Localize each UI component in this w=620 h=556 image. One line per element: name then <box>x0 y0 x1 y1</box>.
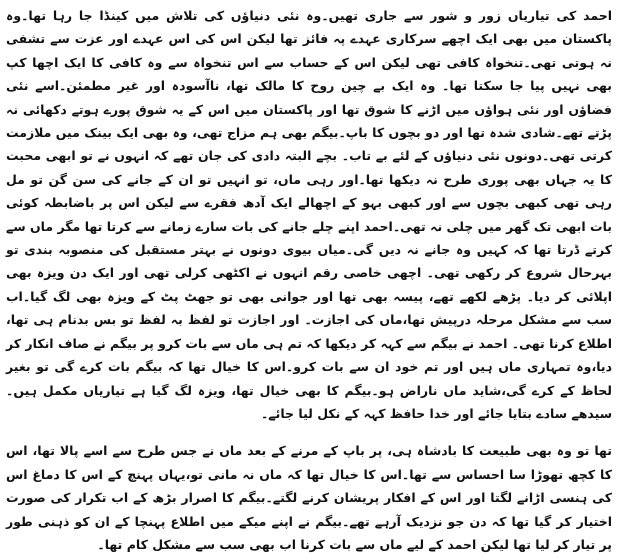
paragraph-1: احمد کی تیاریاں زور و شور سے جاری تھیں۔وہ نئی دنیاؤں کی تلاش میں کینڈا جا رہا تھا۔وہ پاکستان میں بھی ایک اچھے سرکاری عہدے پہ فائز تھا لیکن اس کی اس عہدے اور عزت سے تشفی نہ ہوتی تھی۔تنخواہ کافی تھی لیکن اس کے حساب سے اس تنخواہ سے وہ کافی کا ایک اچھا کپ بھی نہیں پیا جا سکتا تھا۔ وہ ایک بے چین روح کا مالک تھا، ناآسودہ اور غیر مطمئن۔اسے نئی فضاؤں اور نئی ہواؤں میں اڑنے کا شوق تھا اور پاکستان میں اس کے یہ شوق پورے ہوتے دکھائی نہ پڑتے تھے۔شادی شدہ تھا اور دو بچوں کا باپ۔بیگم بھی ہم مزاج تھی، وہ بھی ایک بینک میں ملازمت کرتی تھی۔دونوں نئی دنیاؤں کے لئے بے تاب۔ بچے البتہ دادی کی جان تھے کہ انہوں نے تو ابھی محبت کا یہ جہاں بھی پوری طرح نہ دیکھا تھا۔اور رہی ماں، تو انہیں تو ان کے جانے کی سن گن تو مل رہی تھی کبھی بچوں سے اور کبھی بہو کے اچھالے ایک آدھ فقرے سے لیکن اس پر باضابطہ کوئی بات ابھی تک گھر میں چلی نہ تھی۔احمد اپنے چلے جانے کی بات سارے زمانے سے کرتا تھا مگر ماں سے کرتے ڈرتا تھا کہ کہیں وہ جانے نہ دیں گی۔میاں بیوی دونوں نے بہتر مستقبل کی منصوبہ بندی تو بہرحال شروع کر رکھی تھی۔ اچھی خاصی رقم انہوں نے اکٹھی کرلی تھی اور ایک دن ویزہ بھی اپلائی کر دیا۔ پڑھے لکھے تھے، پیسہ بھی تھا اور جوانی بھی تو جھٹ پٹ کے ویزہ بھی لگ گیا۔اب سب سے مشکل مرحلہ درپیش تھا،ماں کی اجازت۔ اور اجازت تو لفظ بہ لفظ تو بس بدنام ہی تھا، اطلاع کرنا تھی۔ احمد نے بیگم سے کہہ کر دیکھا کہ تم ہی ماں سے بات کرو پر بیگم نے صاف انکار کر دیا،وہ تمہاری ماں ہیں اور تم خود ان سے بات کرو۔اس کا خیال تھا کہ بیگم بات کرے گی تو بغیر لحاظ کے کرے گی،شاید ماں ناراض ہو۔بیگم کا بھی خیال تھا، ویزہ لگ گیا ہے تیاریاں مکمل ہیں۔ سیدھے سادے بتایا جائے اور خدا حافظ کہہ کے نکل لیا جائے۔ <box>6 8 612 421</box>
paragraph-2: تھا تو وہ بھی طبیعت کا بادشاہ ہی، پر باپ کے مرنے کے بعد ماں نے جس طرح سے اسے پالا تھا، اس کا کچھ تھوڑا سا احساس سے تھا۔اس کا خیال تھا کہ ماں نہ مانی تو،یہاں پہنچ کے اس کا دماغ اس کی ہنسی اڑانے لگتا اور اس کے افکار پریشان کرنے لگتے۔بیگم کا اصرار بڑھ کے اب تکرار کی صورت اختیار کر گیا تھا کہ دن جو نزدیک آرہے تھے۔بیگم نے اپنے میکے میں اطلاع پہنچا کے ان کو ذہنی طور پر تیار کر لیا تھا لیکن احمد کے لیے ماں سے بات کرنا اب بھی سب سے مشکل کام تھا۔ <box>6 443 612 552</box>
